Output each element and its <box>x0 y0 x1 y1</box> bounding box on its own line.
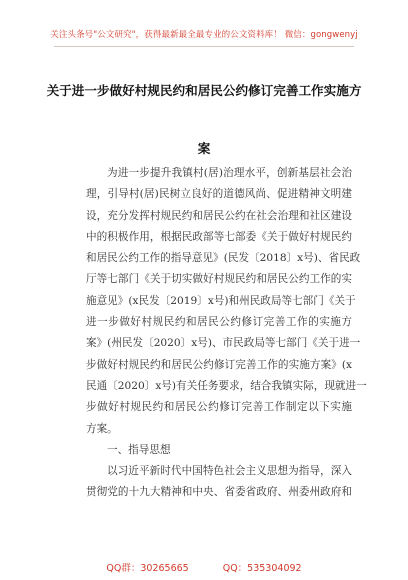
body-line: 步做好村规民约和居民公约修订完善工作的实施方案》(x <box>86 358 352 371</box>
body-line: 理，引导村(居)民树立良好的道德风尚、促进精神文明建 <box>86 188 352 201</box>
document-title-line-2: 案 <box>197 141 211 156</box>
body-line: 为进一步提升我镇村(居)治理水平，创新基层社会治 <box>107 167 352 179</box>
body-line: 步做好村规民约和居民公约修订完善工作制定以下实施 <box>86 401 352 414</box>
footer-qq-number: QQ：535304092 <box>222 563 302 574</box>
body-line: 施意见》(x民发〔2019〕x号)和州民政局等七部门《关于 <box>86 294 356 307</box>
body-line: 方案。 <box>86 422 118 435</box>
section-heading: 一、指导思想 <box>107 443 171 456</box>
document-body <box>86 163 367 504</box>
body-line: 贯彻党的十九大精神和中央、省委省政府、州委州政府和 <box>86 486 352 499</box>
body-line: 案》(州民发〔2020〕x号)、市民政局等七部门《关于进一 <box>86 337 361 350</box>
body-line: 进一步做好村规民约和居民公约修订完善工作的实施方 <box>86 316 352 329</box>
footer-contact <box>0 560 408 574</box>
body-line: 以习近平新时代中国特色社会主义思想为指导，深入 <box>107 465 352 478</box>
header-divider <box>54 46 354 47</box>
body-line: 厅等七部门《关于切实做好村规民约和居民公约工作的实 <box>86 273 352 286</box>
document-title-line-1: 关于进一步做好村规民约和居民公约修订完善工作实施方 <box>46 83 362 98</box>
body-line: 设，充分发挥村规民约和居民公约在社会治理和社区建设 <box>86 209 352 222</box>
body-line: 中的积极作用，根据民政部等七部委《关于做好村规民约 <box>86 230 352 243</box>
body-line: 和居民公约工作的指导意见》(民发〔2018〕x号)、省民政 <box>86 252 361 265</box>
header-banner: 关注头条号"公文研究"，获得最新最全最专业的公文资料库！ 微信：gongwenyj <box>50 30 358 40</box>
footer-qq-group: QQ群：30265665 <box>106 563 189 574</box>
document-title <box>0 62 408 178</box>
body-line: 民通〔2020〕x号)有关任务要求，结合我镇实际，现就进一 <box>86 379 367 392</box>
